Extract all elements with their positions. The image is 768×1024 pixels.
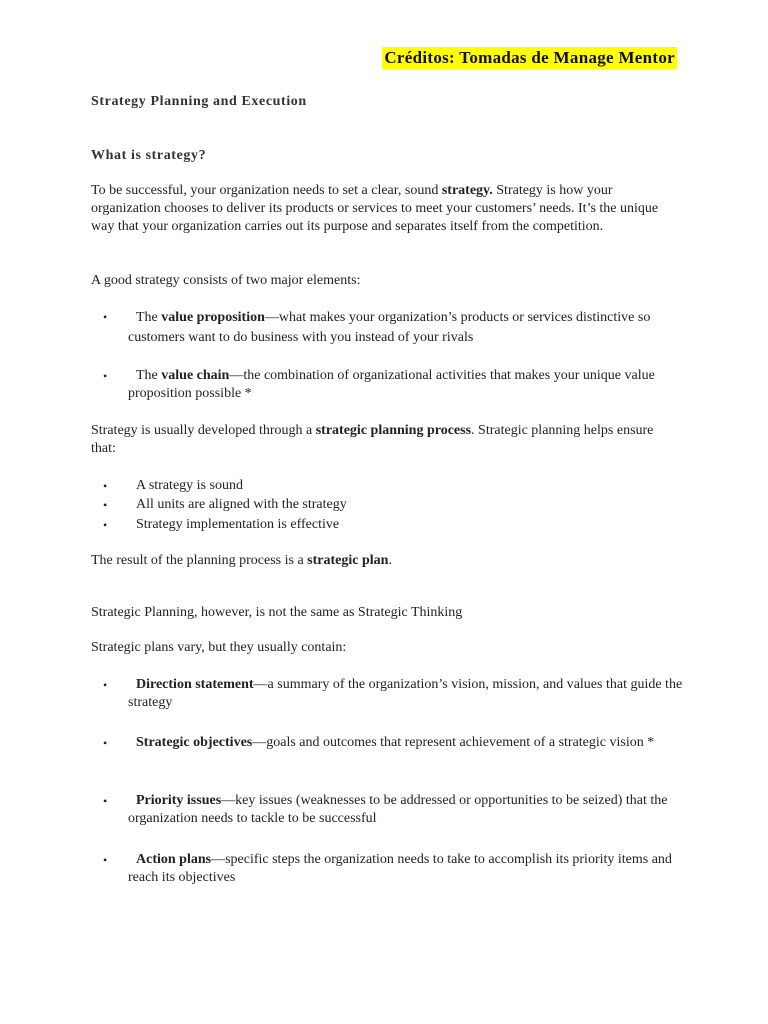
intro-text-2: Strategy is how your organization chooses to deliver its products or services to meet your customers’ needs. It’s the unique way that your organization carries out its purpose and separates itself from the competition. — [91, 183, 659, 234]
intro-paragraph — [91, 182, 681, 236]
item-text: —what makes your organization’s products or services distinctive so customers want to do business with you instead of your rivals — [128, 310, 651, 345]
item-text: —specific steps the organization needs to take to accomplish its priority items and reach its objectives — [128, 852, 672, 885]
item-term: Priority issues — [136, 793, 222, 808]
intro-text-1: To be successful, your organization needs to set a clear, sound — [91, 183, 442, 198]
item-term: Direction statement — [136, 677, 254, 692]
item-term: value chain — [161, 368, 230, 383]
result-paragraph — [91, 552, 681, 570]
item-term: value proposition — [161, 310, 265, 325]
item-text: A strategy is sound — [136, 478, 243, 493]
bullet-icon: • — [103, 518, 108, 532]
bullet-icon: • — [103, 310, 108, 324]
item-text: —key issues (weaknesses to be addressed or opportunities to be seized) that the organization needs to tackle to be successful — [128, 793, 668, 826]
result-text-2: . — [388, 553, 392, 568]
item-prefix: The — [136, 368, 162, 383]
process-text-1: Strategy is usually developed through a — [91, 423, 316, 438]
bullet-icon: • — [103, 736, 108, 750]
elements-intro: A good strategy consists of two major elements: — [91, 273, 361, 288]
item-term: Action plans — [136, 852, 212, 867]
item-text: —goals and outcomes that represent achievement of a strategic vision * — [252, 735, 655, 750]
item-text: —the combination of organizational activities that makes your unique value proposition possible * — [128, 368, 655, 401]
item-text: All units are aligned with the strategy — [136, 497, 347, 512]
item-text: Strategy implementation is effective — [136, 517, 340, 532]
intro-bold: strategy. — [441, 183, 493, 198]
bullet-icon: • — [103, 498, 108, 512]
process-bold: strategic planning process — [315, 423, 472, 438]
credit-banner: Créditos: Tomadas de Manage Mentor — [384, 48, 675, 67]
item-prefix: The — [136, 310, 162, 325]
document-title: Strategy Planning and Execution — [91, 94, 307, 109]
item-term: Strategic objectives — [136, 735, 253, 750]
process-text-2: . Strategic planning helps ensure that: — [91, 423, 654, 456]
section-heading: What is strategy? — [91, 148, 207, 163]
item-text: —a summary of the organization’s vision, mission, and values that guide the strategy — [128, 677, 683, 710]
bullet-icon: • — [103, 678, 108, 692]
bullet-icon: • — [103, 479, 108, 493]
result-text-1: The result of the planning process is a — [91, 553, 308, 568]
process-paragraph — [91, 422, 681, 458]
contain-intro: Strategic plans vary, but they usually contain: — [91, 640, 347, 655]
thinking-paragraph: Strategic Planning, however, is not the same as Strategic Thinking — [91, 605, 463, 620]
bullet-icon: • — [103, 794, 108, 808]
bullet-icon: • — [103, 853, 108, 867]
bullet-icon: • — [103, 369, 108, 383]
result-bold: strategic plan — [307, 553, 389, 568]
